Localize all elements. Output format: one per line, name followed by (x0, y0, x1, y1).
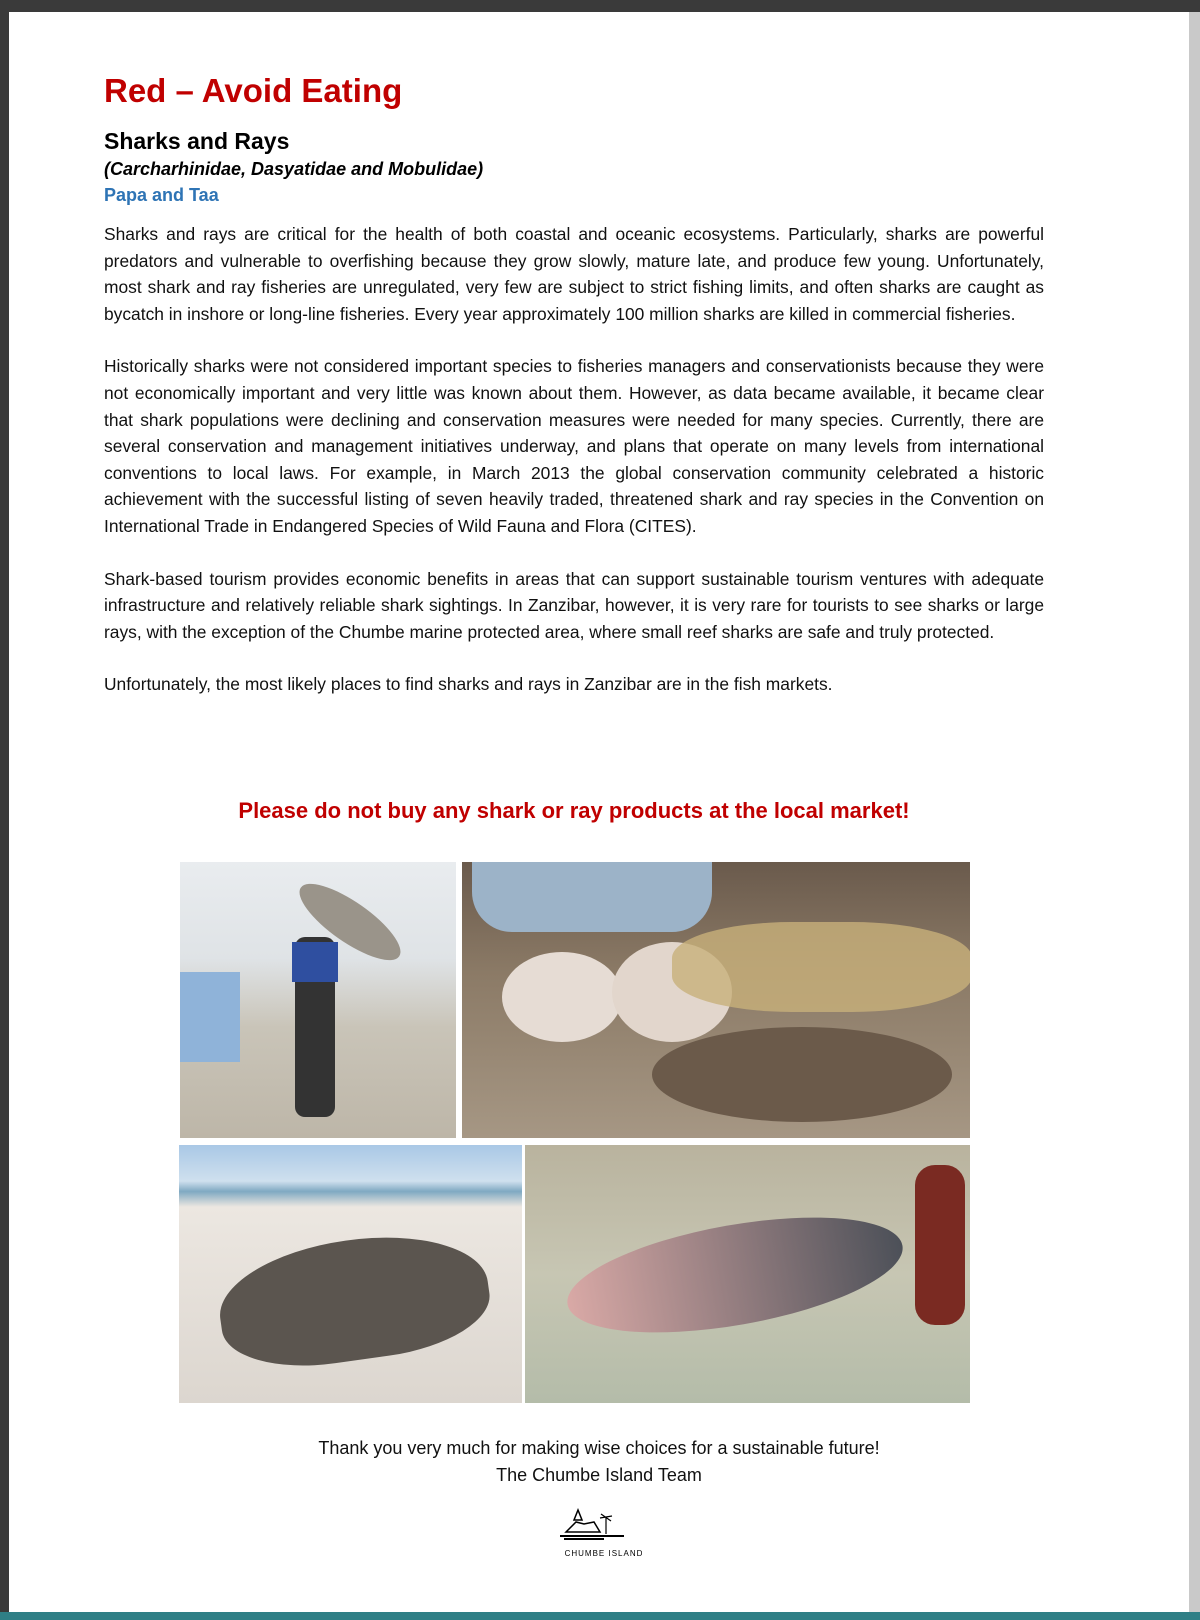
species-title: Sharks and Rays (104, 128, 290, 154)
page-heading: Red – Avoid Eating (104, 72, 403, 109)
species-local-name: Papa and Taa (104, 185, 219, 205)
logo-text: CHUMBE ISLAND (564, 1549, 644, 1558)
paragraph: Sharks and rays are critical for the health of both coastal and oceanic ecosystems. Particularly, sharks are powerful predators and vulnerable to overfishing because they grow slowly, mature late, and produce few young. Unfortunately, most shark and ray fisheries are unregulated, very few are subject to strict fishing limits, and often sharks are caught as bycatch in inshore or long-line fisheries. Every year approximately 100 million sharks are killed in commercial fisheries. (104, 224, 1044, 324)
closing-message (9, 1435, 1189, 1489)
photo-sharks-and-ray-on-market (462, 862, 970, 1138)
document-page (9, 12, 1189, 1620)
paragraph: Unfortunately, the most likely places to find sharks and rays in Zanzibar are in the fish markets. (104, 674, 833, 695)
closing-line-1: Thank you very much for making wise choices for a sustainable future! (318, 1438, 880, 1458)
chumbe-island-logo (554, 1508, 654, 1558)
lighthouse-logo-icon (554, 1508, 654, 1544)
photo-man-carrying-shark (180, 862, 456, 1138)
paragraph: Historically sharks were not considered important species to fisheries managers and conservationists because they were not economically important and very little was known about them. However, as data became available, it became clear that shark populations were declining and conservation measures were needed for many species. Currently, there are several conservation and management initiatives underway, and plans that operate on many levels from international conventions to local laws. For example, in March 2013 the global conservation community celebrated a historic achievement with the successful listing of seven heavily traded, threatened shark and ray species in the Convention on International Trade in Endangered Species of Wild Fauna and Flora (CITES). (104, 356, 1044, 536)
paragraph: Shark-based tourism provides economic benefits in areas that can support sustainable tourism ventures with adequate infrastructure and relatively reliable shark sightings. In Zanzibar, however, it is very rare for tourists to see sharks or large rays, with the exception of the Chumbe marine protected area, where small reef sharks are safe and truly protected. (104, 568, 1044, 642)
photo-whale-shark-in-shallows (525, 1145, 970, 1403)
body-text (104, 221, 1044, 724)
closing-signature: The Chumbe Island Team (496, 1465, 702, 1485)
viewer-bottom-bar (0, 1612, 1200, 1620)
plea-callout: Please do not buy any shark or ray products at the local market! (238, 798, 910, 823)
photo-ray-on-beach (179, 1145, 522, 1403)
page-edge (1189, 12, 1200, 1620)
species-latin-name: (Carcharhinidae, Dasyatidae and Mobulidae) (104, 159, 484, 179)
